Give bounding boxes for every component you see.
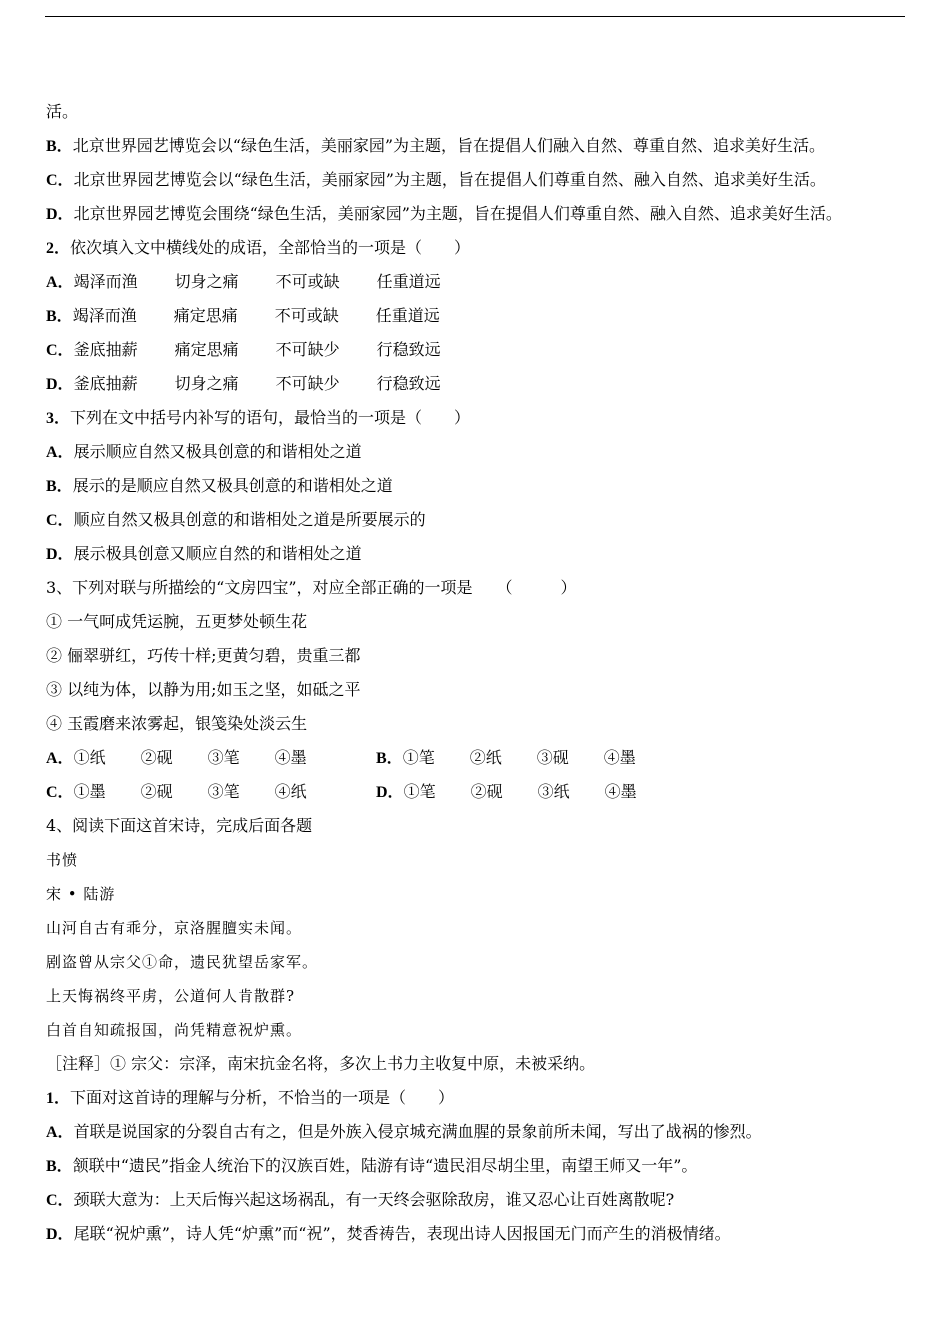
poem-line: 山河自古有乖分，京洛腥膻实未闻。 [46, 919, 303, 937]
option-line: C．北京世界园艺博览会以“绿色生活，美丽家园”为主题，旨在提倡人们尊重自然、融入自然、追求美好生活。 [46, 170, 826, 189]
option-line: C．顺应自然又极具创意的和谐相处之道是所要展示的 [46, 510, 426, 529]
header-rule [45, 16, 905, 17]
option-line: A．展示顺应自然又极具创意的和谐相处之道 [46, 442, 362, 461]
question-stem: 3．下列在文中括号内补写的语句，最恰当的一项是（ ） [46, 408, 471, 427]
poem-line: 白首自知疏报国，尚凭精意祝炉熏。 [46, 1021, 303, 1039]
option-line: B．展示的是顺应自然又极具创意的和谐相处之道 [46, 476, 393, 495]
option-right: B．①笔 ②纸 ③砚 ④墨 [376, 748, 636, 767]
idiom-option: D．釜底抽薪 切身之痛 不可缺少 行稳致远 [46, 374, 441, 393]
question-stem: 1．下面对这首诗的理解与分析，不恰当的一项是（ ） [46, 1088, 455, 1107]
poem-line: 剧盗曾从宗父①命，遗民犹望岳家军。 [46, 953, 319, 971]
question-stem: 2．依次填入文中横线处的成语，全部恰当的一项是（ ） [46, 238, 471, 257]
idiom-option: A．竭泽而渔 切身之痛 不可或缺 任重道远 [46, 272, 441, 291]
option-right: D．①笔 ②砚 ③纸 ④墨 [376, 782, 637, 801]
couplet-line: ① 一气呵成凭运腕，五更梦处顿生花 [46, 612, 308, 631]
option-line: C．颈联大意为：上天后悔兴起这场祸乱，有一天终会驱除敌房，谁又忍心让百姓离散呢? [46, 1190, 675, 1209]
option-line: B．颔联中“遗民”指金人统治下的汉族百姓，陆游有诗“遗民泪尽胡尘里，南望王师又一年”。 [46, 1156, 698, 1175]
poem-note: ［注释］① 宗父：宗泽，南宋抗金名将，多次上书力主收复中原，未被采纳。 [46, 1054, 596, 1073]
couplet-line: ② 俪翠骈红，巧传十样;更黄匀碧，贵重三都 [46, 646, 361, 665]
option-line: D．尾联“祝炉熏”，诗人凭“炉熏”而“祝”，焚香祷告，表现出诗人因报国无门而产生的消极情绪。 [46, 1224, 731, 1243]
couplet-line: ④ 玉霞磨来浓雾起，银笺染处淡云生 [46, 714, 308, 733]
option-line: D．展示极具创意又顺应自然的和谐相处之道 [46, 544, 362, 563]
poem-title: 书愤 [46, 851, 79, 869]
idiom-option: C．釜底抽薪 痛定思痛 不可缺少 行稳致远 [46, 340, 441, 359]
option-row [46, 780, 916, 814]
poem-line: 上天悔祸终平虏，公道何人肯散群? [46, 987, 296, 1005]
poem-author: 宋 • 陆游 [46, 885, 116, 903]
document-body [46, 100, 916, 1256]
option-line: B．北京世界园艺博览会以“绿色生活，美丽家园”为主题，旨在提倡人们融入自然、尊重自然、追求美好生活。 [46, 136, 826, 155]
text-line: 活。 [46, 102, 79, 121]
question-stem: 3、下列对联与所描绘的“文房四宝”，对应全部正确的一项是 （ ） [46, 578, 577, 597]
couplet-line: ③ 以纯为体，以静为用;如玉之坚，如砥之平 [46, 680, 361, 699]
option-line: D．北京世界园艺博览会围绕“绿色生活，美丽家园”为主题，旨在提倡人们尊重自然、融入自然、追求美好生活。 [46, 204, 842, 223]
option-left: A．①纸 ②砚 ③笔 ④墨 [46, 748, 307, 767]
option-line: A．首联是说国家的分裂自古有之，但是外族入侵京城充满血腥的景象前所未闻，写出了战祸的惨烈。 [46, 1122, 762, 1141]
idiom-option: B．竭泽而渔 痛定思痛 不可或缺 任重道远 [46, 306, 440, 325]
option-left: C．①墨 ②砚 ③笔 ④纸 [46, 782, 307, 801]
question-stem: 4、阅读下面这首宋诗，完成后面各题 [46, 816, 313, 835]
option-row [46, 746, 916, 780]
